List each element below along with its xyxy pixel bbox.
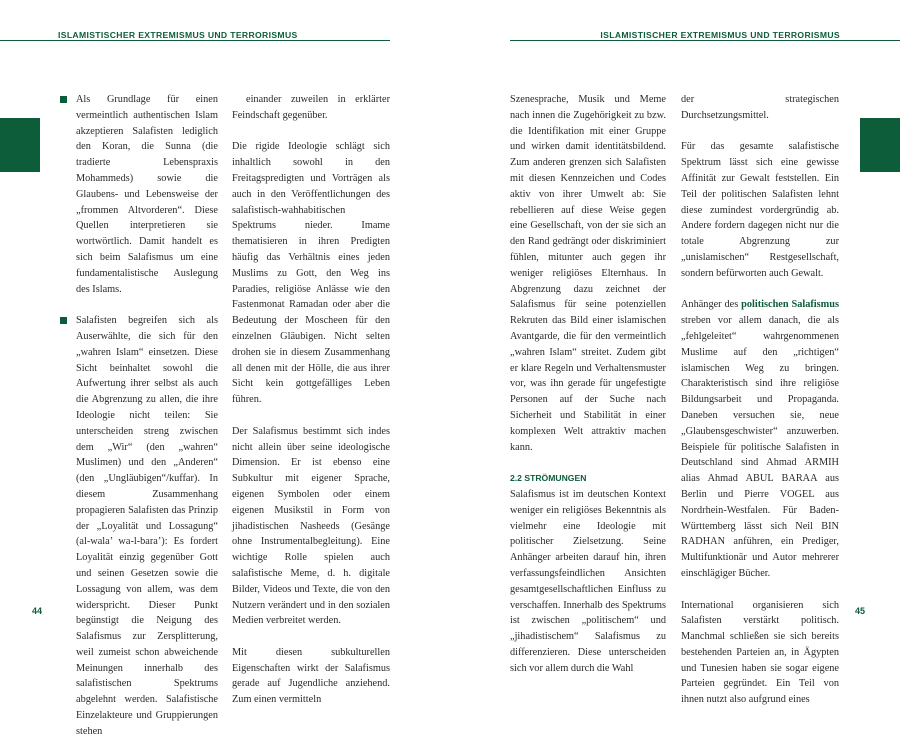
paragraph: International organisieren sich Salafisten verstärkt politisch. Manchmal schließen sie sich bereits bestehenden Parteien an, in Ägypten und Tunesien haben sie sogar eigene Parteien gegründet. Ein Teil von ihnen nutzt also aufgrund eines (681, 599, 839, 706)
page-number-left: 44 (32, 606, 43, 616)
paragraph: Salafismus ist im deutschen Kontext weniger ein religiöses Bekenntnis als vielmehr eine Ideologie mit politischer Zielsetzung. Seine Anhänger arbeiten darauf hin, ihren verfassungsfeindlichen Ansichten gesamtgesellschaftlichen Einfluss zu verschaffen. Innerhalb des Spektrums ist zwischen „politischem“ und „jihadistischem“ Salafismus zu differenzieren. Diese unterscheiden sich vor allem durch die Wahl (510, 488, 666, 674)
chapter-tab-left (0, 118, 40, 172)
paragraph: Für das gesamte salafistische Spektrum lässt sich eine gewisse Affinität zur Gewalt feststellen. Ein Teil der politischen Salafisten lehnt diese zumindest vordergründig ab. Andere fordern dagegen nicht nur die totale Abgrenzung zur „unislamischen“ Restgesellschaft, sondern befürworten auch Gewalt. (681, 141, 839, 279)
bullet-text: Salafisten begreifen sich als Auserwählte, die sich für den „wahren Islam“ einsetzen. Diese Sicht beinhaltet sowohl die Aufwertung ihrer selbst als auch die Abgrenzung zu allen, die ihre Ideologie nicht teilen: Sie unterscheiden streng zwischen dem „Wir“ (den „wahren“ Muslimen) und den „Anderen“ (den „Ungläubigen“/kuffar). In diesem Zusammenhang propagieren Salafisten das Prinzip der „Loyalität und Lossagung“ (al-wala’ wa-l-bara’): Es fordert Loyalität einzig gegenüber Gott und seinen Gesetzen sowie die Lossagung von allem, was dem widerspricht. Dieser Punkt begünstigt die Neigung des Salafismus zur Zersplitterung, weil zumeist schon abweichende Meinungen innerhalb des salafistischen Spektrums abgelehnt werden. Salafistische Einzelakteure und Gruppierungen stehen (76, 315, 218, 737)
text-column-3 (510, 92, 666, 676)
bullet-text: Als Grundlage für einen vermeintlich authentischen Islam akzeptieren Salafisten lediglich den Koran, die Sunna (die tradierte Lebenspraxis Mohammeds) sowie die Glaubens- und Lebensweise der „frommen Altvorderen“. Diese Quellen interpretieren sie wortwörtlich. Damit handelt es sich beim Salafismus um eine fundamentalistische Auslegung des Islams. (76, 94, 218, 295)
paragraph: einander zuweilen in erklärter Feindschaft gegenüber. (232, 94, 390, 121)
section-heading: 2.2 STRÖMUNGEN (510, 473, 587, 484)
running-header-right: ISLAMISTISCHER EXTREMISMUS UND TERRORISMUS (600, 30, 840, 40)
text-run: Anhänger des (681, 299, 742, 311)
text-column-2 (232, 92, 390, 708)
paragraph: Der Salafismus bestimmt sich indes nicht allein über seine ideologische Dimension. Er ist ebenso eine Subkultur mit eigener Sprache, eigenen Symbolen oder einem eigenen Musikstil in Form von jihadistischen Nasheeds (Gesänge ohne Instrumentalbegleitung). Eine wichtige Rolle spielen auch salafistische Meme, d. h. digitale Bilder, Videos und Texte, die von den Nutzern verändert und in den sozialen Medien verbreitet werden. (232, 425, 390, 627)
bullet-item (60, 313, 218, 740)
text-run: streben vor allem danach, die als „fehlgeleitet“ wahrgenommenen Muslime auf den „richtigen“ islamischen Weg zu bringen. Charakteristisch sind ihre religiöse Bildungsarbeit und Propaganda. Daneben versuchen sie, neue „Glaubensgeschwister“ anzuwerben. Beispiele für politische Salafisten in Deutschland sind Ahmad ARMIH alias Ahmad ABUL BARAA aus Berlin und Pierre VOGEL aus Nordrhein-Westfalen. Für Baden-Württemberg lässt sich Neil BIN RADHAN anführen, ein Prediger, Multifunktionär und Autor mehrerer einschlägiger Bücher. (681, 315, 839, 579)
keyword-highlight: politischen Salafismus (741, 299, 839, 311)
chapter-tab-right (860, 118, 900, 172)
text-column-1 (60, 92, 218, 740)
paragraph: Szenesprache, Musik und Meme nach innen die Zugehörigkeit zu bzw. die Identifikation mit einer Gruppe und wirken damit identitätsbildend. Zum anderen grenzen sich Salafisten mit diesen Kennzeichen und Codes aktiv von ihrer Umwelt ab: Sie rebellieren auf diese Weise gegen eine Gesellschaft, von der sie sich an den Rand gedrängt oder diskriminiert fühlen, mitunter auch gegen ihr weniger religiöses Elternhaus. In Abgrenzung dazu zeichnet der Salafismus für seine potenziellen Rekruten das Bild einer islamischen Avantgarde, die für den vermeintlich „wahren Islam“ streitet. Zudem gibt er klare Regeln und Verhaltensmuster vor, was ihn gerade für ungefestigte Personen auf der Suche nach Sicherheit und Stabilität in einer komplexen Welt attraktiv machen kann. (510, 94, 666, 453)
bullet-square-icon (60, 96, 67, 103)
paragraph (681, 297, 839, 581)
running-header-left: ISLAMISTISCHER EXTREMISMUS UND TERRORISMUS (58, 30, 298, 40)
bullet-item (60, 92, 218, 297)
page-number-right: 45 (854, 606, 865, 616)
header-rule-right (510, 40, 900, 41)
paragraph: der strategischen Durchsetzungsmittel. (681, 94, 839, 121)
paragraph: Die rigide Ideologie schlägt sich inhaltlich sowohl in den Freitagspredigten und Vorträgen als auch in den Veröffentlichungen des salafistisch-wahhabitischen Spektrums nieder. Imame thematisieren in ihren Predigten häufig das Verhältnis eines jeden Muslims zu Gott, den Weg ins Paradies, religiöse Anlässe wie den Fastenmonat Ramadan oder aber die Bedeutung der Moscheen für den einzelnen Gläubigen. Nicht selten drohen sie in diesem Zusammenhang all denen mit der Hölle, die aus ihrer Sicht kein gottgefälliges Leben führen. (232, 141, 390, 406)
text-column-4 (681, 92, 839, 708)
header-rule-left (0, 40, 390, 41)
bullet-square-icon (60, 317, 67, 324)
paragraph: Mit diesen subkulturellen Eigenschaften wirkt der Salafismus gerade auf Jugendliche anziehend. Zum einen vermitteln (232, 646, 390, 706)
